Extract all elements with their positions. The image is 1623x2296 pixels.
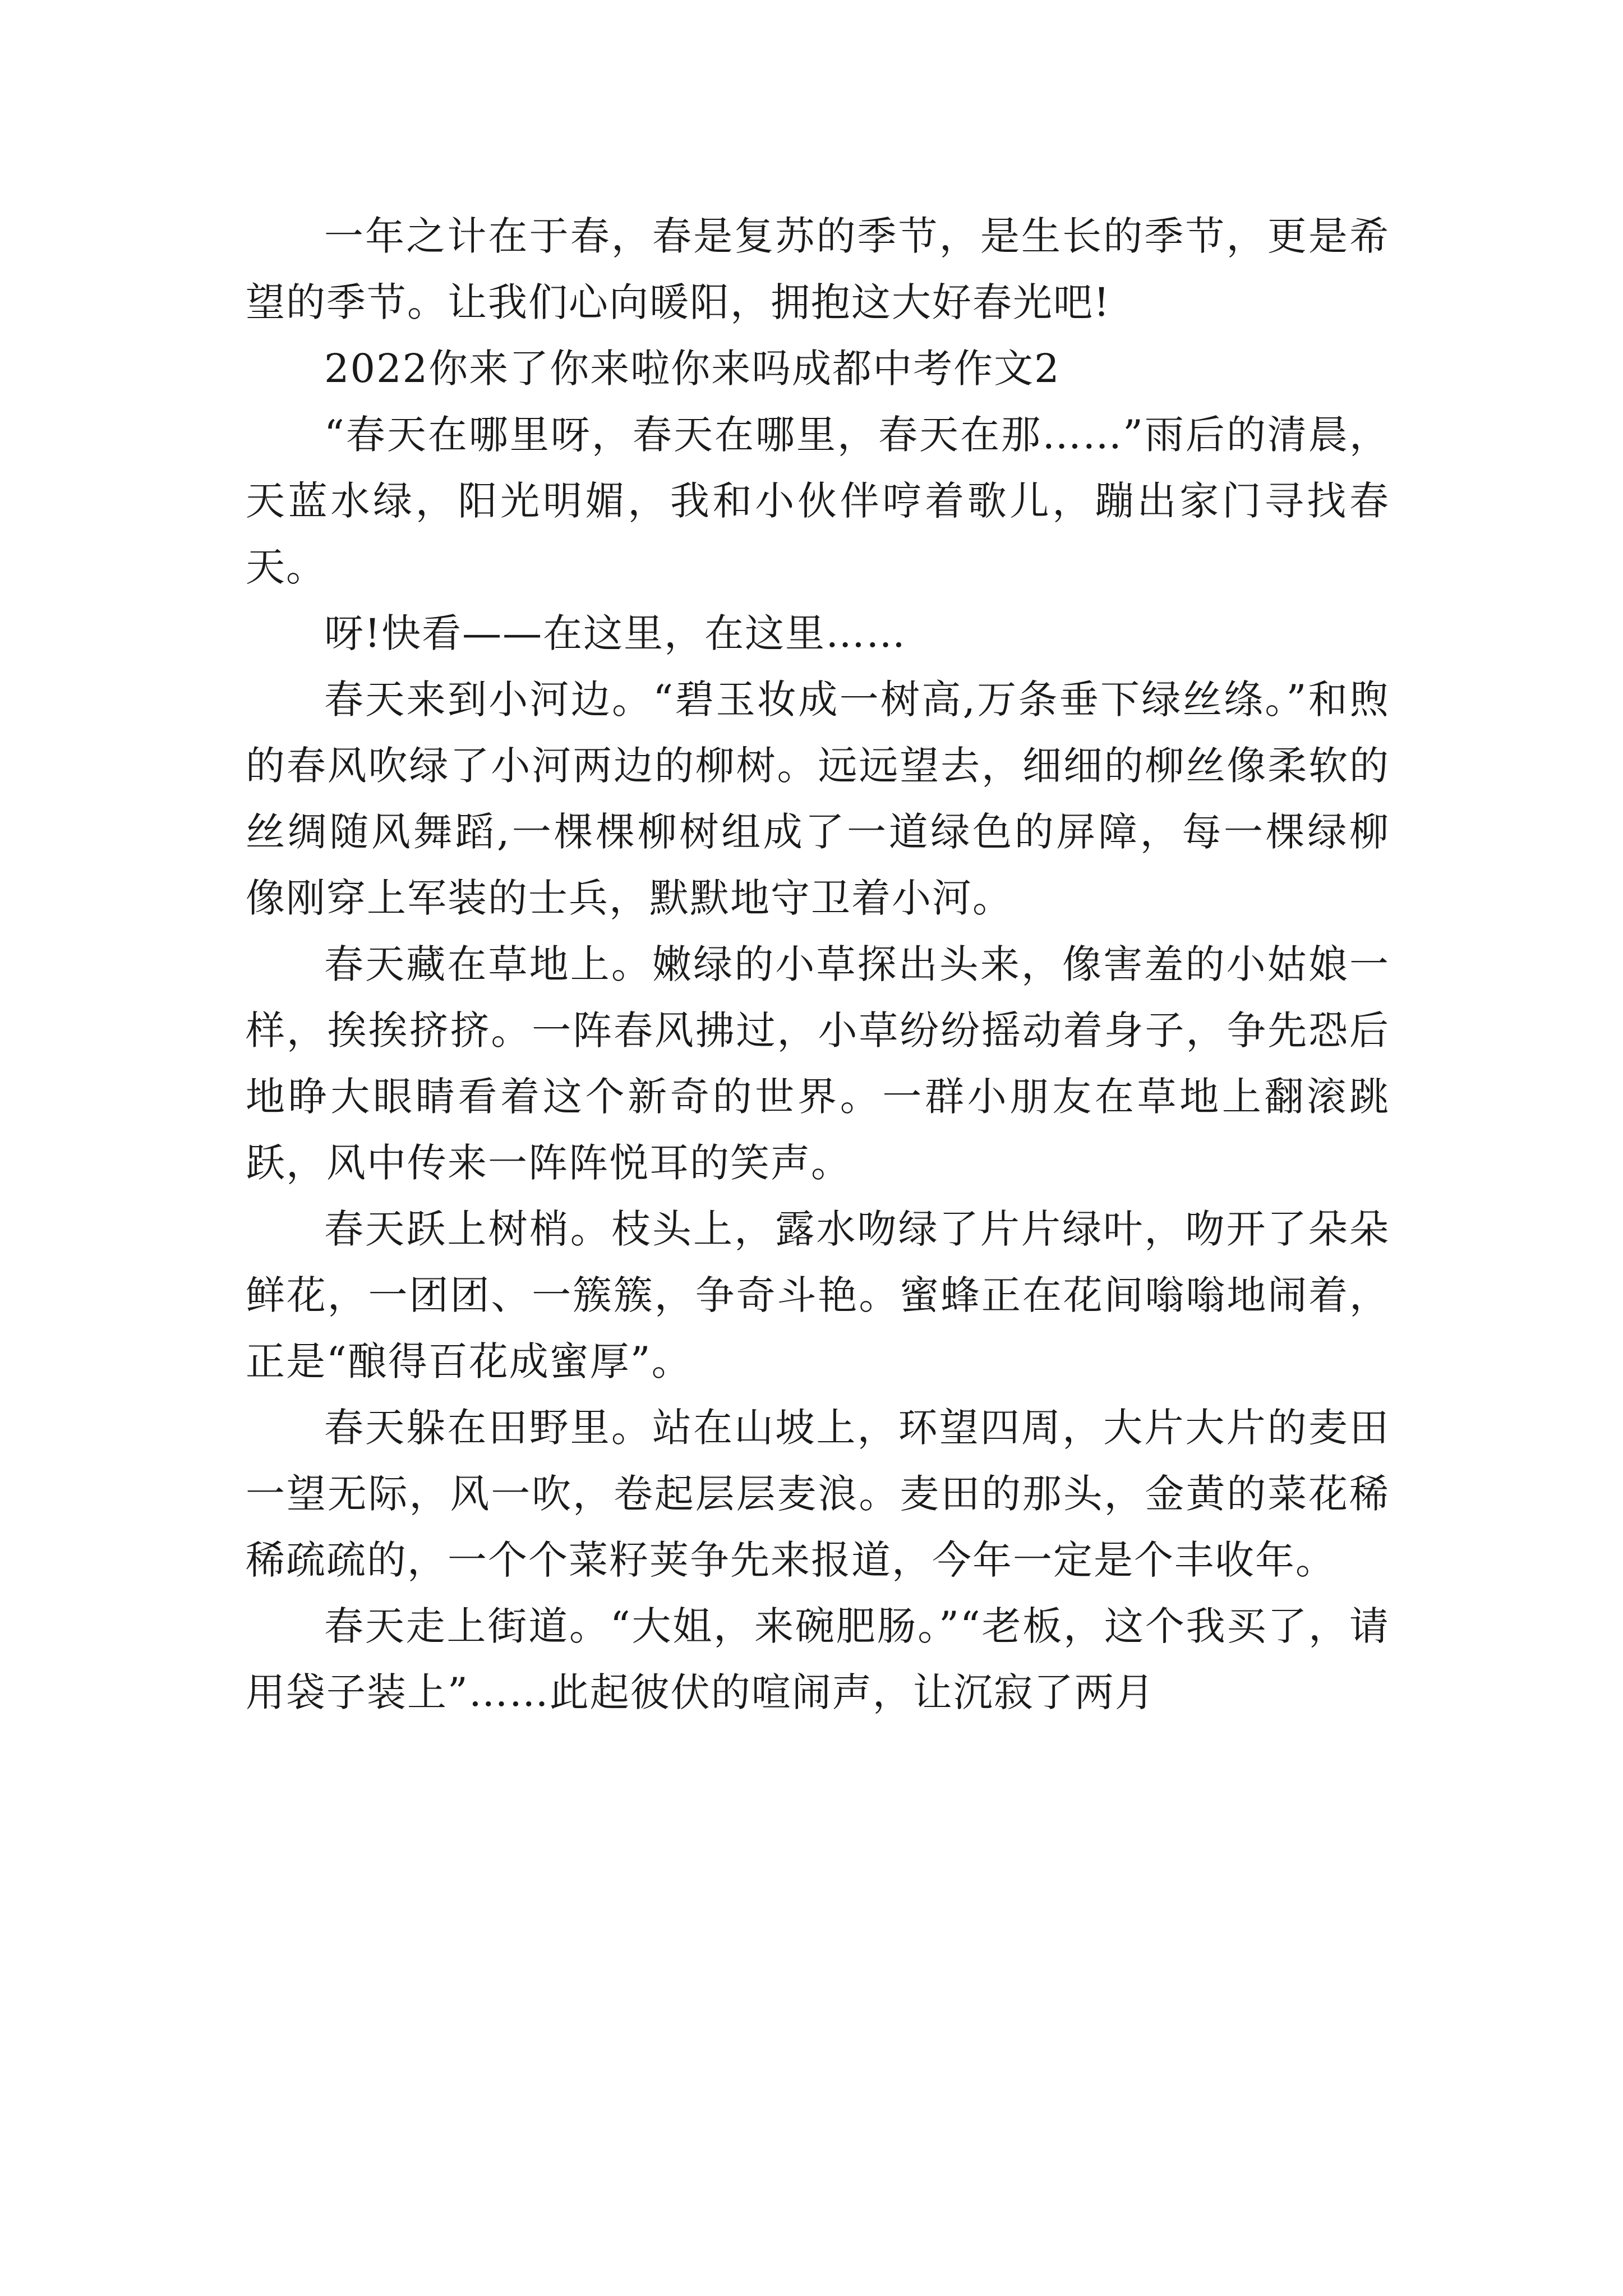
paragraph: 一年之计在于春，春是复苏的季节，是生长的季节，更是希望的季节。让我们心向暖阳，拥抱这大好春光吧! <box>246 213 1390 325</box>
paragraph: 春天跃上树梢。枝头上，露水吻绿了片片绿叶，吻开了朵朵鲜花，一团团、一簇簇，争奇斗艳。蜜蜂正在花间嗡嗡地闹着，正是“酿得百花成蜜厚”。 <box>246 1206 1390 1384</box>
essay-heading: 2022你来了你来啦你来吗成都中考作文2 <box>324 346 1061 392</box>
paragraph: 春天来到小河边。“碧玉妆成一树高,万条垂下绿丝绦。”和煦的春风吹绿了小河两边的柳树。远远望去，细细的柳丝像柔软的丝绸随风舞蹈,一棵棵柳树组成了一道绿色的屏障，每一棵绿柳像刚穿上军装的士兵，默默地守卫着小河。 <box>246 677 1390 921</box>
essay-body <box>246 203 1390 1726</box>
paragraph: 呀!快看——在这里，在这里…… <box>324 610 907 656</box>
paragraph: 春天藏在草地上。嫩绿的小草探出头来，像害羞的小姑娘一样，挨挨挤挤。一阵春风拂过，小草纷纷摇动着身子，争先恐后地睁大眼睛看着这个新奇的世界。一群小朋友在草地上翻滚跳跃，风中传来一阵阵悦耳的笑声。 <box>246 941 1390 1186</box>
paragraph: 春天躲在田野里。站在山坡上，环望四周，大片大片的麦田一望无际，风一吹，卷起层层麦浪。麦田的那头，金黄的菜花稀稀疏疏的，一个个菜籽荚争先来报道，今年一定是个丰收年。 <box>246 1405 1390 1583</box>
paragraph: 春天走上街道。“大姐，来碗肥肠。”“老板，这个我买了，请用袋子装上”……此起彼伏的喧闹声，让沉寂了两月 <box>246 1603 1390 1715</box>
paragraph: “春天在哪里呀，春天在哪里，春天在那……”雨后的清晨，天蓝水绿，阳光明媚，我和小伙伴哼着歌儿，蹦出家门寻找春天。 <box>246 412 1390 590</box>
